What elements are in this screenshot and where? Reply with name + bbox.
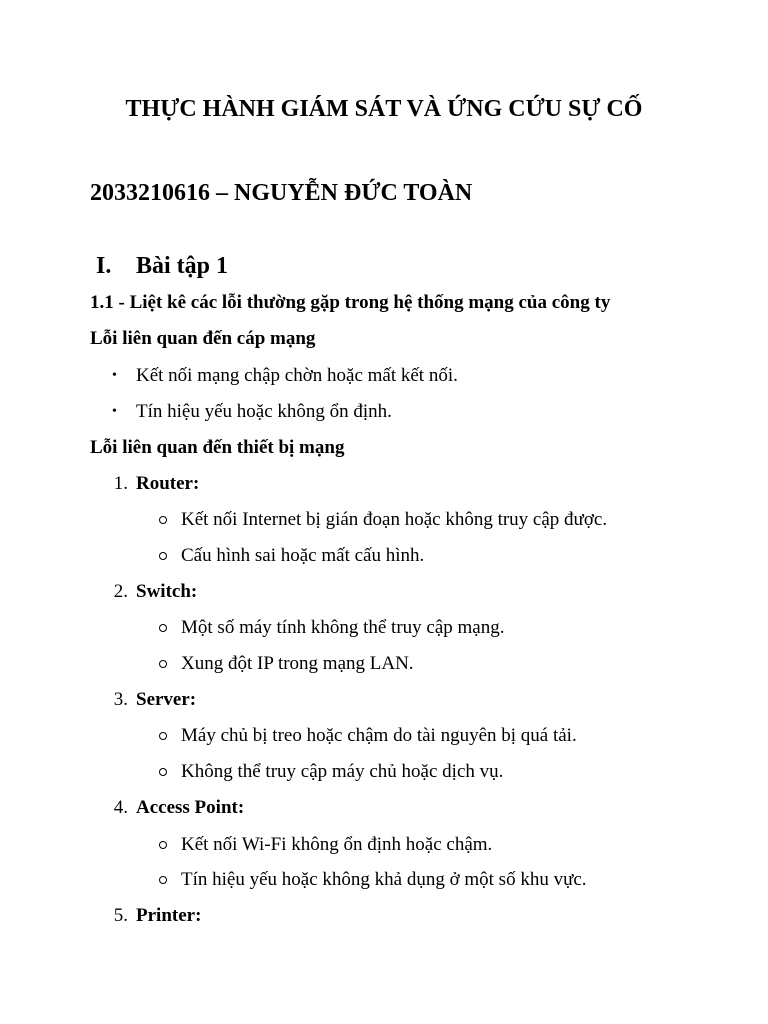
device-issue: Xung đột IP trong mạng LAN. [181,653,414,674]
device-issue: Tín hiệu yếu hoặc không khả dụng ở một số khu vực. [181,869,587,890]
device-errors-heading: Lỗi liên quan đến thiết bị mạng [90,437,345,458]
bullet-icon: • [112,404,117,419]
question-heading: 1.1 - Liệt kê các lỗi thường gặp trong hệ thống mạng của công ty [90,292,611,313]
section-title: Bài tập 1 [136,253,229,279]
circle-bullet-icon [159,876,167,884]
document-title: THỰC HÀNH GIÁM SÁT VÀ ỨNG CỨU SỰ CỐ [125,96,643,122]
circle-bullet-icon [159,732,167,740]
list-item-text: Kết nối mạng chập chờn hoặc mất kết nối. [136,365,458,386]
circle-bullet-icon [159,552,167,560]
circle-bullet-icon [159,624,167,632]
circle-bullet-icon [159,516,167,524]
device-name: Access Point: [136,797,245,818]
device-issue: Máy chủ bị treo hoặc chậm do tài nguyên bị quá tải. [181,725,577,746]
bullet-icon: • [112,368,117,383]
device-issue: Một số máy tính không thể truy cập mạng. [181,617,505,638]
device-issue: Kết nối Internet bị gián đoạn hoặc không truy cập được. [181,509,608,530]
list-item-text: Tín hiệu yếu hoặc không ổn định. [136,401,392,422]
cable-errors-heading: Lỗi liên quan đến cáp mạng [90,328,316,349]
device-number: 2. [113,581,128,602]
circle-bullet-icon [159,660,167,668]
device-issue: Cấu hình sai hoặc mất cấu hình. [181,545,425,566]
device-name: Router: [136,473,200,494]
section-number: I. [96,253,112,279]
device-number: 5. [113,905,128,926]
circle-bullet-icon [159,841,167,849]
device-issue: Không thể truy cập máy chủ hoặc dịch vụ. [181,761,504,782]
device-number: 1. [113,473,128,494]
device-number: 3. [113,689,128,710]
circle-bullet-icon [159,768,167,776]
section-heading [96,251,228,281]
device-issue: Kết nối Wi-Fi không ổn định hoặc chậm. [181,834,493,855]
device-name: Server: [136,689,197,710]
device-number: 4. [113,797,128,818]
device-name: Printer: [136,905,202,926]
author-line: 2033210616 – NGUYỄN ĐỨC TOÀN [90,180,473,206]
device-name: Switch: [136,581,198,602]
